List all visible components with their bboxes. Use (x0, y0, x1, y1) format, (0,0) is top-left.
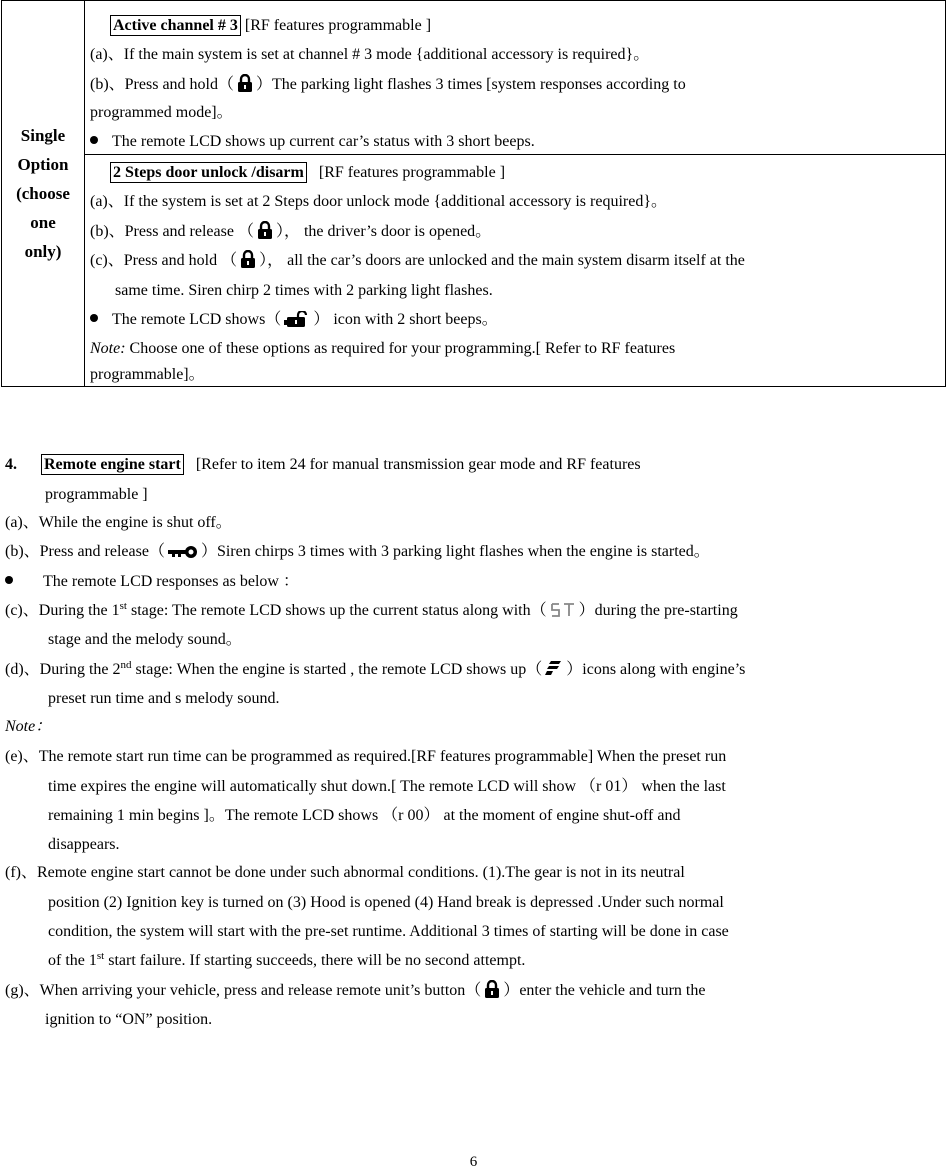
active-channel-title: Active channel # 3 (110, 15, 241, 36)
section4-b (5, 542, 710, 562)
section4-d-mid: stage: When the engine is started , the remote LCD shows up（ (135, 661, 543, 678)
section4-c (5, 601, 738, 621)
two-steps-bullet (90, 310, 498, 330)
two-steps-b (90, 221, 491, 242)
section4-e3: remaining 1 min begins ]。The remote LCD shows （r 00） at the moment of engine shut-off and (48, 807, 681, 824)
lock-icon (237, 74, 253, 92)
lock-icon (240, 250, 256, 268)
section4-c-pre: (c)、During the 1 (5, 602, 120, 619)
note-text: Choose one of these options as required for your programming.[ Refer to RF features (129, 340, 676, 357)
active-channel-b-cont: programmed mode]。 (90, 104, 233, 121)
section4-a: (a)、While the engine is shut off。 (5, 514, 232, 531)
section4-g1-pre: (g)、When arriving your vehicle, press and release remote unit’s button（ (5, 982, 482, 999)
section4-f3: condition, the system will start with the pre-set runtime. Additional 3 times of starting will be done in case (48, 923, 729, 940)
section4-g1-post: ）enter the vehicle and turn the (503, 982, 706, 999)
active-channel-b-post: ）The parking light flashes 3 times [system responses according to (256, 76, 686, 93)
section4-d-pre: (d)、During the 2 (5, 661, 121, 678)
unlock-car-icon (284, 311, 310, 327)
lock-icon (257, 221, 273, 239)
note-label: Note: (90, 340, 126, 357)
active-channel-note: [RF features programmable ] (244, 17, 432, 34)
section4-ref-cont: programmable ] (45, 486, 148, 503)
active-channel-heading (110, 15, 431, 36)
row-divider (85, 154, 945, 155)
two-steps-c-post: ）， all the car’s doors are unlocked and the main system disarm itself at the (259, 252, 745, 269)
section4-title: Remote engine start (41, 454, 184, 475)
section-number: 4. (5, 456, 17, 473)
section4-f1: (f)、Remote engine start cannot be done under such abnormal conditions. (1).The gear is not in its neutral (5, 864, 685, 881)
section4-b-pre: (b)、Press and release（ (5, 543, 165, 560)
section4-b-post: ）Siren chirps 3 times with 3 parking light flashes when the engine is started。 (200, 543, 710, 560)
two-steps-c-pre: (c)、Press and hold （ (90, 252, 238, 269)
section4-heading (41, 454, 641, 475)
single-option-label: Single Option (choose one only) (2, 1, 85, 386)
active-channel-bullet-text: The remote LCD shows up current car’s status with 3 short beeps. (112, 133, 535, 150)
bullet-dot (5, 576, 13, 584)
two-steps-bullet-pre: The remote LCD shows（ (112, 311, 282, 328)
section4-g2: ignition to “ON” position. (45, 1011, 213, 1028)
page-number: 6 (469, 1154, 478, 1170)
bullet-dot (90, 136, 98, 144)
section4-g1 (5, 980, 705, 1001)
bullet-dot (90, 314, 98, 322)
section4-e4: disappears. (48, 836, 120, 853)
two-steps-note: [RF features programmable ] (318, 164, 506, 181)
section4-c-cont: stage and the melody sound。 (48, 631, 242, 648)
active-channel-bullet (90, 132, 535, 152)
key-icon (168, 545, 198, 559)
section4-d-sup: nd (120, 659, 132, 671)
engine-run-icon (545, 659, 563, 677)
section4-f2: position (2) Ignition key is turned on (3) Hood is opened (4) Hand break is depressed .Under such normal (48, 894, 724, 911)
section4-f4-sup: st (96, 950, 105, 962)
section4-d-cont: preset run time and s melody sound. (48, 690, 280, 707)
active-channel-b (90, 74, 686, 95)
section4-bullet-text: The remote LCD responses as below ： (43, 573, 299, 590)
section4-f4 (48, 951, 525, 971)
two-steps-c-cont: same time. Siren chirp 2 times with 2 parking light flashes. (115, 282, 493, 299)
section4-ref: [Refer to item 24 for manual transmission gear mode and RF features (195, 456, 641, 473)
section4-d (5, 659, 745, 680)
option-table (1, 0, 946, 387)
section4-c-post: ）during the pre-starting (578, 602, 738, 619)
section4-note-label: Note： (5, 718, 52, 735)
section4-c-sup: st (119, 600, 127, 612)
lock-icon (484, 980, 500, 998)
section4-e2: time expires the engine will automatically shut down.[ The remote LCD will show （r 01） when the last (48, 778, 726, 795)
two-steps-heading (110, 162, 505, 183)
st-lcd-icon (550, 602, 576, 618)
two-steps-b-post: ）， the driver’s door is opened。 (275, 223, 492, 240)
active-channel-a: (a)、If the main system is set at channel # 3 mode {additional accessory is required}。 (90, 46, 650, 63)
two-steps-b-pre: (b)、Press and release （ (90, 223, 254, 240)
two-steps-note-cont: programmable]。 (90, 366, 205, 383)
section4-f4-pre: of the 1 (48, 952, 97, 969)
two-steps-title: 2 Steps door unlock /disarm (110, 162, 307, 183)
active-channel-b-pre: (b)、Press and hold（ (90, 76, 234, 93)
section4-c-mid: stage: The remote LCD shows up the current status along with（ (130, 602, 547, 619)
section4-bullet (5, 572, 299, 592)
two-steps-a: (a)、If the system is set at 2 Steps door unlock mode {additional accessory is required}。 (90, 193, 667, 210)
two-steps-c (90, 250, 745, 271)
section4-f4-post: start failure. If starting succeeds, there will be no second attempt. (108, 952, 526, 969)
two-steps-note-line (90, 339, 675, 359)
section4-e1: (e)、The remote start run time can be programmed as required.[RF features programmable] When the preset run (5, 748, 727, 765)
two-steps-bullet-post: ） icon with 2 short beeps。 (313, 311, 498, 328)
section4-d-post: ）icons along with engine’s (566, 661, 746, 678)
